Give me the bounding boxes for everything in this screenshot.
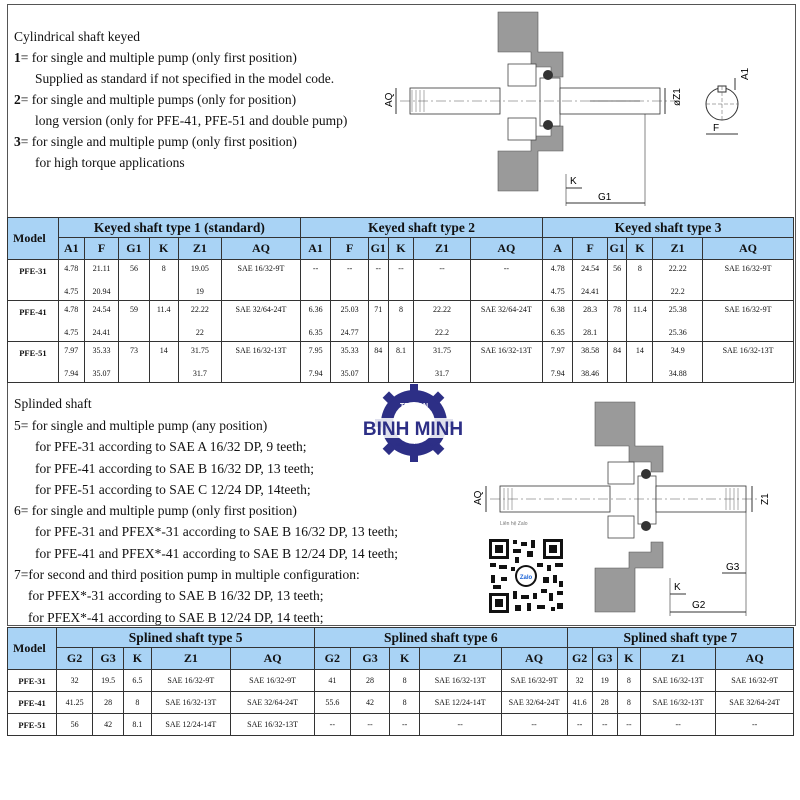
table-cell [607, 342, 626, 383]
cell-value-min: 35.07 [340, 369, 359, 378]
col-header: K [627, 238, 653, 260]
model-cell: PFE-51 [8, 714, 57, 736]
table-cell [331, 260, 369, 301]
cell-value-max: 11.4 [633, 305, 647, 314]
label-k: K [674, 582, 681, 593]
col-header: K [124, 648, 151, 670]
table-cell: 56 [57, 714, 93, 736]
table-cell [149, 342, 178, 383]
cell-value-max: SAE 16/32-13T [480, 346, 532, 355]
table-cell [607, 260, 626, 301]
table-cell: 19 [592, 670, 617, 692]
splined-description [14, 393, 92, 414]
col-header: G3 [592, 648, 617, 670]
table-cell: -- [617, 714, 640, 736]
table-cell [222, 260, 301, 301]
col-header: K [388, 238, 414, 260]
logo-small-text: BINH MINH CO.,LTD [395, 442, 433, 447]
cell-value-max: 35.33 [340, 346, 359, 355]
cell-value-max: -- [312, 264, 319, 273]
table-cell: 8.1 [124, 714, 151, 736]
table-row [8, 670, 794, 692]
cell-value-min: 4.75 [550, 287, 565, 296]
table-cell [178, 301, 221, 342]
label-z1: Z1 [760, 493, 771, 505]
splined-shaft-table [7, 627, 794, 736]
cell-value-max: 56 [129, 264, 138, 273]
cell-value-max: 31.75 [190, 346, 209, 355]
label-a1: A1 [740, 67, 751, 80]
table-cell [470, 342, 542, 383]
cell-value-max: SAE 16/32-13T [722, 346, 774, 355]
cell-value-min: 6.35 [308, 328, 323, 337]
cell-value-min: 28.1 [583, 328, 598, 337]
table-cell [178, 260, 221, 301]
cell-value-min: 38.46 [581, 369, 600, 378]
col-header: G3 [350, 648, 390, 670]
cell-value-max: 25.03 [340, 305, 359, 314]
keyed-line-4: long version (only for PFE-41, PFE-51 and double pump) [35, 113, 348, 128]
col-header: G1 [119, 238, 149, 260]
cell-value-max: 4.78 [64, 264, 79, 273]
col-header: A1 [58, 238, 84, 260]
cell-value-max: SAE 16/32-13T [235, 346, 287, 355]
table-cell: -- [501, 714, 567, 736]
table-cell: -- [315, 714, 351, 736]
cell-value-max: 31.75 [433, 346, 452, 355]
cell-value-min: 24.77 [340, 328, 359, 337]
col-header: Z1 [414, 238, 470, 260]
table-cell: SAE 16/32-9T [151, 670, 231, 692]
col-header: K [390, 648, 419, 670]
cell-value-max: 21.11 [92, 264, 111, 273]
cell-value-min: 7.94 [308, 369, 323, 378]
cell-value-min: 22.2 [435, 328, 450, 337]
cell-value-max: 6.36 [308, 305, 323, 314]
table-cell: SAE 16/32-9T [231, 670, 315, 692]
cell-value-max: 25.38 [668, 305, 687, 314]
table-cell: 32 [57, 670, 93, 692]
cell-value-max: 56 [613, 264, 622, 273]
table-cell [369, 260, 388, 301]
table-cell: 42 [92, 714, 123, 736]
model-cell: PFE-31 [8, 670, 57, 692]
table-cell: 28 [92, 692, 123, 714]
cell-value-max: 14 [159, 346, 168, 355]
table-cell [84, 260, 119, 301]
table-cell: SAE 12/24-14T [419, 692, 501, 714]
group-splined-6: Splined shaft type 6 [315, 628, 568, 648]
table-cell: SAE 16/32-13T [419, 670, 501, 692]
cell-value-max: 7.97 [550, 346, 565, 355]
col-header: F [331, 238, 369, 260]
table-cell: 8 [390, 670, 419, 692]
table-cell: -- [592, 714, 617, 736]
label-k: K [570, 176, 577, 187]
col-header: AQ [716, 648, 794, 670]
cell-value-max: 24.54 [581, 264, 600, 273]
table-cell [573, 301, 608, 342]
group-splined-7: Splined shaft type 7 [567, 628, 793, 648]
label-g3: G3 [726, 562, 740, 573]
table-cell [388, 260, 414, 301]
col-header: AQ [470, 238, 542, 260]
splined-line: for PFE-41 and PFEX*-41 according to SAE B 12/24 DP, 14 teeth; [35, 545, 398, 561]
table-cell [222, 301, 301, 342]
cell-value-max: 8 [637, 264, 642, 273]
keyed-line-2: Supplied as standard if not specified in the model code. [35, 71, 335, 86]
cell-value-max: -- [503, 264, 510, 273]
keyed-title: Cylindrical shaft keyed [14, 29, 140, 44]
col-header: Z1 [178, 238, 221, 260]
col-header: Z1 [419, 648, 501, 670]
keyed-line-5: 3= for single and multiple pump (only first position) [14, 134, 297, 149]
keyed-shaft-drawing [380, 6, 780, 211]
cell-value-max: 22.22 [433, 305, 452, 314]
col-header: Z1 [640, 648, 715, 670]
col-header: K [149, 238, 178, 260]
splined-line: for PFE-31 according to SAE A 16/32 DP, 9 teeth; [35, 439, 307, 455]
table-cell: 28 [350, 670, 390, 692]
cell-value-min: 19 [195, 287, 204, 296]
label-aq: AQ [384, 92, 395, 107]
cell-value-max: 84 [374, 346, 383, 355]
group-keyed-3: Keyed shaft type 3 [543, 218, 794, 238]
cell-value-min: 34.88 [668, 369, 687, 378]
keyed-table-body [8, 260, 794, 383]
table-cell [470, 301, 542, 342]
table-cell: -- [567, 714, 592, 736]
table-cell [543, 260, 573, 301]
col-header: AQ [703, 238, 794, 260]
table-cell [627, 301, 653, 342]
col-header: Z1 [151, 648, 231, 670]
model-header: Model [8, 628, 57, 670]
splined-line: for PFE-31 and PFEX*-31 according to SAE B 16/32 DP, 13 teeth; [35, 524, 398, 540]
table-cell [84, 342, 119, 383]
label-aq: AQ [473, 490, 484, 505]
model-cell: PFE-31 [8, 260, 59, 301]
label-g2: G2 [692, 600, 706, 611]
table-cell [331, 342, 369, 383]
label-z1: øZ1 [672, 88, 683, 106]
splined-title: Splinded shaft [14, 396, 92, 411]
table-cell [543, 301, 573, 342]
cell-value-max: 22.22 [668, 264, 687, 273]
table-cell [300, 260, 330, 301]
table-cell: 8 [617, 692, 640, 714]
table-cell [470, 260, 542, 301]
splined-line: for PFEX*-41 according to SAE B 12/24 DP, 14 teeth; [28, 609, 324, 625]
table-cell: 32 [567, 670, 592, 692]
table-cell: -- [350, 714, 390, 736]
col-header: Z1 [653, 238, 703, 260]
table-cell [119, 260, 149, 301]
group-keyed-1: Keyed shaft type 1 (standard) [58, 218, 300, 238]
table-cell [627, 260, 653, 301]
cell-value-min: 35.07 [92, 369, 111, 378]
cell-value-min: 22.2 [670, 287, 685, 296]
model-header: Model [8, 218, 59, 260]
logo-brand-text: BINH MINH [362, 419, 464, 440]
keyed-line-6: for high torque applications [35, 155, 185, 170]
qr-caption: Liên hệ Zalo [500, 521, 528, 527]
cell-value-min: 31.7 [435, 369, 450, 378]
table-cell: -- [716, 714, 794, 736]
cell-value-min: 24.41 [92, 328, 111, 337]
table-cell [414, 301, 470, 342]
table-cell: 6.5 [124, 670, 151, 692]
cell-value-max: 7.95 [308, 346, 323, 355]
cell-value-max: 7.97 [64, 346, 79, 355]
cell-value-max: 35.33 [92, 346, 111, 355]
table-cell [388, 301, 414, 342]
table-cell: 41.25 [57, 692, 93, 714]
table-cell: 41 [315, 670, 351, 692]
cell-value-max: 4.78 [64, 305, 79, 314]
table-cell: 8 [390, 692, 419, 714]
splined-subheader-row [8, 648, 794, 670]
table-cell: SAE 12/24-14T [151, 714, 231, 736]
table-cell: -- [390, 714, 419, 736]
zalo-badge: Zalo [519, 575, 533, 581]
table-cell [149, 301, 178, 342]
cell-value-max: SAE 32/64-24T [480, 305, 532, 314]
cell-value-min: 24.41 [581, 287, 600, 296]
table-cell: 55.6 [315, 692, 351, 714]
table-cell: -- [419, 714, 501, 736]
cell-value-min: 20.94 [92, 287, 111, 296]
keyed-line-1: 1= for single and multiple pump (only first position) [14, 50, 297, 65]
model-cell: PFE-51 [8, 342, 59, 383]
table-cell [543, 342, 573, 383]
cell-value-min: 22 [195, 328, 204, 337]
table-cell [653, 342, 703, 383]
binh-minh-logo [352, 378, 474, 468]
label-f: F [713, 123, 720, 134]
cell-value-min: 25.36 [668, 328, 687, 337]
col-header: G2 [315, 648, 351, 670]
table-cell: 8 [617, 670, 640, 692]
table-row [8, 301, 794, 342]
splined-line: for PFE-51 according to SAE C 12/24 DP, 14teeth; [35, 481, 311, 497]
table-cell [84, 301, 119, 342]
splined-lines [14, 415, 398, 628]
cell-value-max: -- [439, 264, 445, 273]
cell-value-max: 59 [129, 305, 138, 314]
table-cell [627, 342, 653, 383]
table-cell: SAE 16/32-9T [501, 670, 567, 692]
col-header: A [543, 238, 573, 260]
cell-value-max: 34.9 [670, 346, 685, 355]
table-cell: SAE 32/64-24T [716, 692, 794, 714]
table-cell [414, 260, 470, 301]
cell-value-max: 8 [398, 305, 403, 314]
cell-value-max: -- [346, 264, 353, 273]
group-keyed-2: Keyed shaft type 2 [300, 218, 542, 238]
col-header: AQ [222, 238, 301, 260]
cell-value-min: 31.7 [192, 369, 207, 378]
table-row [8, 692, 794, 714]
cell-value-max: 24.54 [92, 305, 111, 314]
col-header: G1 [369, 238, 388, 260]
splined-line: 7=for second and third position pump in multiple configuration: [14, 567, 360, 583]
cell-value-min: 7.94 [550, 369, 565, 378]
table-cell [300, 342, 330, 383]
cell-value-max: 4.78 [550, 264, 565, 273]
cell-value-max: 11.4 [156, 305, 171, 314]
cell-value-max: 8 [161, 264, 166, 273]
zalo-qr-code[interactable] [487, 537, 565, 615]
table-cell: SAE 16/32-13T [231, 714, 315, 736]
table-cell [331, 301, 369, 342]
col-header: G2 [567, 648, 592, 670]
col-header: G2 [57, 648, 93, 670]
cell-value-max: -- [398, 264, 404, 273]
cell-value-max: 6.38 [550, 305, 565, 314]
cell-value-max: 71 [374, 305, 383, 314]
cell-value-max: 19.05 [190, 264, 209, 273]
table-cell [653, 301, 703, 342]
col-header: AQ [231, 648, 315, 670]
cell-value-max: 14 [635, 346, 644, 355]
cell-value-max: SAE 16/32-9T [237, 264, 285, 273]
table-cell: SAE 16/32-13T [151, 692, 231, 714]
cell-value-max: 84 [613, 346, 622, 355]
cell-value-max: -- [375, 264, 381, 273]
table-cell [58, 260, 84, 301]
col-header: F [84, 238, 119, 260]
keyed-description [14, 26, 347, 173]
cell-value-min: 7.94 [64, 369, 79, 378]
table-cell [58, 342, 84, 383]
table-cell [607, 301, 626, 342]
cell-value-max: 78 [613, 305, 622, 314]
col-header: K [617, 648, 640, 670]
splined-line: 5= for single and multiple pump (any position) [14, 418, 268, 433]
cell-value-min: 4.75 [64, 328, 79, 337]
table-cell: 42 [350, 692, 390, 714]
keyed-subheader-row [8, 238, 794, 260]
cell-value-max: 28.3 [583, 305, 598, 314]
keyed-line-3: 2= for single and multiple pumps (only for position) [14, 92, 297, 107]
splined-table-body [8, 670, 794, 736]
cell-value-max: SAE 16/32-9T [724, 305, 772, 314]
table-cell: SAE 16/32-13T [640, 692, 715, 714]
cell-value-max: SAE 16/32-9T [724, 264, 772, 273]
model-cell: PFE-41 [8, 301, 59, 342]
table-cell: 28 [592, 692, 617, 714]
table-cell: SAE 32/64-24T [231, 692, 315, 714]
table-cell: 8 [124, 692, 151, 714]
splined-line: 6= for single and multiple pump (only first position) [14, 503, 297, 519]
cell-value-max: 38.58 [581, 346, 600, 355]
table-cell [178, 342, 221, 383]
table-cell [703, 301, 794, 342]
table-cell: 19.5 [92, 670, 123, 692]
cell-value-max: 73 [129, 346, 138, 355]
table-cell [300, 301, 330, 342]
logo-top-text: TEFLON [400, 403, 428, 410]
table-cell [573, 260, 608, 301]
table-cell [369, 301, 388, 342]
group-splined-5: Splined shaft type 5 [57, 628, 315, 648]
col-header: A1 [300, 238, 330, 260]
table-cell [149, 260, 178, 301]
label-g1: G1 [598, 192, 612, 203]
table-cell: SAE 16/32-13T [640, 670, 715, 692]
col-header: AQ [501, 648, 567, 670]
model-cell: PFE-41 [8, 692, 57, 714]
cell-value-max: 22.22 [190, 305, 209, 314]
table-cell: SAE 32/64-24T [501, 692, 567, 714]
table-cell [703, 342, 794, 383]
table-row [8, 260, 794, 301]
cell-value-max: 8.1 [395, 346, 406, 355]
table-cell [573, 342, 608, 383]
table-cell [369, 342, 388, 383]
table-row [8, 714, 794, 736]
cell-value-min: 4.75 [64, 287, 79, 296]
col-header: F [573, 238, 608, 260]
table-cell [388, 342, 414, 383]
keyed-shaft-table [7, 217, 794, 383]
table-cell [703, 260, 794, 301]
cell-value-min: 6.35 [550, 328, 565, 337]
table-cell [119, 342, 149, 383]
table-row [8, 342, 794, 383]
col-header: G3 [92, 648, 123, 670]
cell-value-max: SAE 32/64-24T [235, 305, 287, 314]
table-cell: SAE 16/32-9T [716, 670, 794, 692]
splined-line: for PFEX*-31 according to SAE B 16/32 DP, 13 teeth; [28, 588, 324, 604]
table-cell: -- [640, 714, 715, 736]
col-header: G1 [607, 238, 626, 260]
table-cell [414, 342, 470, 383]
table-cell [58, 301, 84, 342]
splined-line: for PFE-41 according to SAE B 16/32 DP, 13 teeth; [35, 460, 314, 476]
table-cell: 41.6 [567, 692, 592, 714]
table-cell [653, 260, 703, 301]
table-cell [222, 342, 301, 383]
table-cell [119, 301, 149, 342]
